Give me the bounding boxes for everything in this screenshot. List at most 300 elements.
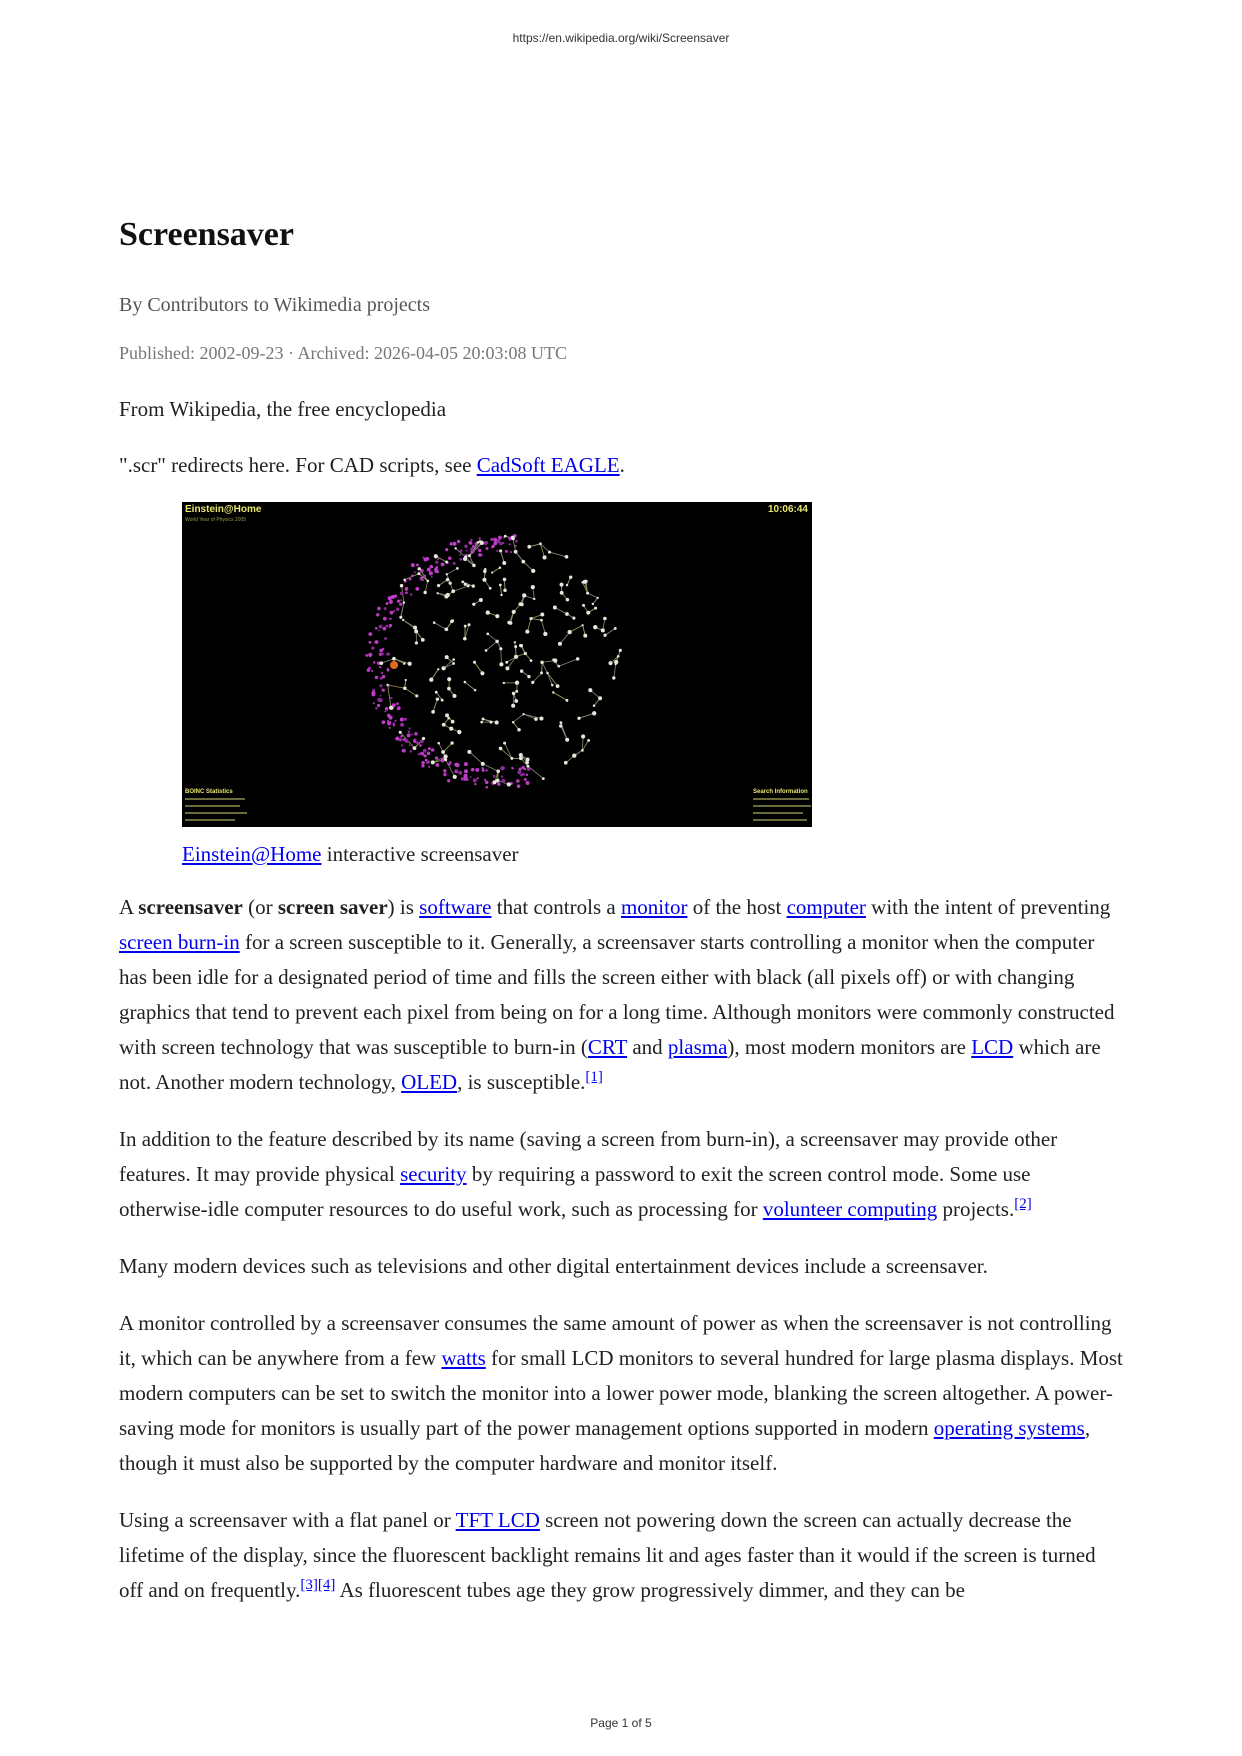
star-dot	[581, 581, 583, 583]
star-dot	[503, 682, 505, 684]
star-dot	[509, 621, 513, 625]
star-dot	[380, 661, 384, 665]
link-security[interactable]: security	[400, 1162, 467, 1186]
pulsar-dot	[453, 562, 456, 565]
pulsar-dot	[379, 684, 382, 687]
star-dot	[572, 616, 575, 619]
star-dot	[614, 627, 617, 630]
pulsar-dot	[400, 599, 402, 601]
star-dot	[511, 536, 515, 540]
pulsar-dot	[382, 720, 386, 724]
pulsar-dot	[429, 565, 432, 568]
star-dot	[441, 699, 444, 702]
reference-2[interactable]	[1014, 1196, 1032, 1212]
star-dot	[445, 655, 449, 659]
pulsar-dot	[496, 550, 498, 552]
star-dot	[526, 765, 529, 768]
pulsar-dot	[431, 748, 434, 751]
star-dot	[581, 734, 585, 738]
star-dot	[603, 617, 607, 621]
pulsar-dot	[416, 741, 419, 744]
pulsar-dot	[375, 627, 378, 630]
star-dot	[540, 661, 543, 664]
star-dot	[403, 662, 406, 665]
star-dot	[566, 699, 569, 702]
star-dot	[617, 655, 620, 658]
star-dot	[512, 721, 515, 724]
star-dot	[445, 627, 449, 631]
star-dot	[452, 694, 456, 698]
star-dot	[558, 642, 562, 646]
pulsar-dot	[365, 654, 368, 657]
star-dot	[437, 668, 439, 670]
pulsar-dot	[464, 777, 467, 780]
pulsar-dot	[373, 661, 375, 663]
star-dot	[386, 684, 388, 686]
pulsar-dot	[400, 723, 404, 727]
caption-text: interactive screensaver	[321, 842, 519, 866]
pulsar-dot	[379, 649, 383, 653]
pulsar-dot	[410, 593, 412, 595]
pulsar-dot	[411, 734, 413, 736]
pulsar-dot	[492, 538, 494, 540]
pulsar-dot	[428, 747, 431, 750]
star-dot	[441, 666, 445, 670]
link-einstein-home[interactable]: Einstein@Home	[182, 842, 322, 866]
pulsar-dot	[491, 546, 493, 548]
pulsar-dot	[409, 744, 411, 746]
star-dot	[403, 601, 405, 603]
star-dot	[472, 603, 475, 606]
star-dot	[542, 777, 545, 780]
star-dot	[597, 597, 599, 599]
figure-caption	[182, 837, 1123, 871]
reference-link-1[interactable]: [1]	[585, 1069, 603, 1085]
pulsar-dot	[499, 542, 502, 545]
pulsar-dot	[401, 744, 403, 746]
star-dot	[486, 633, 489, 636]
star-dot	[472, 564, 476, 568]
star-dot	[437, 592, 439, 594]
star-dot	[464, 556, 467, 559]
page-title: Screensaver	[119, 216, 294, 253]
star-dot	[514, 641, 516, 643]
pulsar-dot	[498, 536, 502, 540]
star-dot	[577, 717, 580, 720]
star-dot	[548, 551, 551, 554]
pulsar-dot	[459, 549, 462, 552]
star-dot	[483, 570, 486, 573]
pulsar-dot	[411, 574, 414, 577]
star-dot	[502, 561, 506, 565]
star-dot	[464, 583, 467, 586]
star-dot	[514, 699, 518, 703]
pulsar-dot	[511, 767, 513, 769]
pulsar-dot	[383, 617, 387, 621]
constellation-line	[501, 649, 502, 665]
pulsar-dot	[493, 775, 496, 778]
star-dot	[560, 583, 564, 587]
star-dot	[402, 619, 404, 621]
reference-link-4[interactable]: [4]	[317, 1577, 336, 1593]
pulsar-dot	[404, 749, 406, 751]
star-dot	[418, 567, 421, 570]
reference-1[interactable]	[585, 1069, 603, 1085]
star-dot	[442, 723, 446, 727]
paragraph-devices: Many modern devices such as televisions and other digital entertainment devices include a screensaver.	[119, 1254, 988, 1278]
pulsar-dot	[445, 548, 448, 551]
star-dot	[495, 720, 499, 724]
pulsar-dot	[390, 697, 392, 699]
pulsar-dot	[501, 775, 503, 777]
pulsar-dot	[464, 774, 468, 778]
pulsar-dot	[367, 669, 370, 672]
link-tft-lcd[interactable]: TFT LCD	[455, 1508, 540, 1532]
pulsar-dot	[389, 624, 392, 627]
overlay-search-info: Search Information	[753, 789, 808, 795]
star-dot	[540, 613, 544, 617]
term-screensaver: screensaver	[138, 895, 243, 919]
paragraph-flat-panel: Using a screensaver with a flat panel or TFT LCD screen not powering down the screen can actually decrease the lifetime of the display, since the fluorescent backlight remains lit and ages faster than it would if the screen is turned off and on frequently.[3][4] As fluorescent tubes age they grow progressively dimmer, and they can be	[119, 1508, 1096, 1602]
pulsar-dot	[470, 776, 472, 778]
pulsar-dot	[466, 549, 468, 551]
reference-4[interactable]	[318, 1577, 336, 1593]
pulsar-dot	[407, 733, 411, 737]
link-watts[interactable]: watts	[441, 1346, 486, 1370]
star-dot	[592, 603, 594, 605]
pulsar-dot	[517, 770, 521, 774]
pulsar-dot	[509, 543, 511, 545]
pulsar-dot	[427, 568, 431, 572]
pulsar-dot	[379, 625, 383, 629]
pulsar-dot	[421, 761, 424, 764]
star-dot	[542, 555, 546, 559]
pulsar-dot	[434, 568, 437, 571]
paragraph-power: A monitor controlled by a screensaver consumes the same amount of power as when the screensaver is not controlling it, which can be anywhere from a few watts for small LCD monitors to several hundred for large plasma displays. Most modern computers can be set to switch the monitor into a lower power mode, blanking the screen altogether. A power-saving mode for monitors is usually part of the power management options supported in modern operating systems, though it must also be supported by the computer hardware and monitor itself.	[119, 1311, 1123, 1475]
pulsar-dot	[448, 763, 451, 766]
star-dot	[619, 649, 622, 652]
star-dot	[560, 721, 563, 724]
pulsar-dot	[375, 707, 378, 710]
pulsar-dot	[524, 778, 527, 781]
star-dot	[566, 584, 568, 586]
star-dot	[533, 598, 535, 600]
star-dot	[504, 535, 507, 538]
overlay-subtitle: World Year of Physics 2005	[185, 517, 247, 523]
pulsar-dot	[484, 779, 486, 781]
star-dot	[524, 652, 527, 655]
star-dot	[531, 569, 535, 573]
pulsar-dot	[422, 557, 424, 559]
pulsar-dot	[469, 541, 473, 545]
pulsar-dot	[386, 625, 389, 628]
pulsar-dot	[470, 547, 474, 551]
star-dot	[598, 696, 602, 700]
pulsar-dot	[516, 779, 520, 783]
star-dot	[518, 602, 522, 606]
star-dot	[491, 571, 493, 573]
star-dot	[557, 665, 560, 668]
star-dot	[405, 679, 407, 681]
star-dot	[505, 666, 509, 670]
star-dot	[552, 691, 554, 693]
star-dot	[446, 578, 450, 582]
pulsar-dot	[387, 720, 389, 722]
star-dot	[530, 659, 533, 662]
pulsar-dot	[477, 777, 479, 779]
pulsar-dot	[426, 557, 430, 561]
pulsar-dot	[390, 721, 392, 723]
pulsar-dot	[385, 710, 387, 712]
pulsar-dot	[459, 554, 461, 556]
star-dot	[581, 749, 584, 752]
pulsar-dot	[448, 556, 451, 559]
star-dot	[515, 681, 519, 685]
star-dot	[564, 761, 568, 765]
pulsar-dot	[368, 632, 372, 636]
star-dot	[527, 545, 531, 549]
star-dot	[543, 632, 547, 636]
pulsar-dot	[515, 545, 517, 547]
star-dot	[447, 677, 451, 681]
star-dot	[467, 585, 470, 588]
star-dot	[472, 584, 475, 587]
pulsar-dot	[421, 752, 424, 755]
pulsar-dot	[447, 779, 450, 782]
star-dot	[403, 578, 406, 581]
overlay-boinc-stats: BOINC Statistics	[185, 789, 233, 795]
pulsar-dot	[409, 578, 412, 581]
star-dot	[539, 542, 542, 545]
star-dot	[423, 591, 426, 594]
star-dot	[422, 737, 425, 740]
pulsar-dot	[474, 783, 476, 785]
pulsar-dot	[515, 540, 518, 543]
reference-3[interactable]	[300, 1577, 318, 1593]
pulsar-dot	[389, 600, 392, 603]
star-dot	[493, 780, 497, 784]
reference-link-2[interactable]: [2]	[1014, 1196, 1032, 1212]
star-dot	[403, 686, 407, 690]
star-dot	[477, 541, 480, 544]
star-dot	[417, 572, 420, 575]
pulsar-dot	[519, 768, 522, 771]
star-dot	[449, 727, 453, 731]
star-dot	[468, 623, 471, 626]
star-dot	[553, 606, 557, 610]
star-dot	[450, 741, 453, 744]
pulsar-dot	[409, 750, 412, 753]
star-dot	[546, 672, 549, 675]
pulsar-dot	[517, 784, 521, 788]
link-operating-systems[interactable]: operating systems	[933, 1416, 1085, 1440]
link-crt[interactable]: CRT	[587, 1035, 628, 1059]
pulsar-dot	[421, 579, 424, 582]
star-dot	[485, 649, 488, 652]
star-dot	[593, 704, 596, 707]
print-header-url: https://en.wikipedia.org/wiki/Screensaver	[512, 31, 730, 45]
pulsar-dot	[470, 539, 472, 541]
pulsar-dot	[393, 725, 395, 727]
pulsar-dot	[450, 542, 452, 544]
from-wikipedia-note: From Wikipedia, the free encyclopedia	[119, 397, 447, 421]
star-dot	[463, 637, 467, 641]
pulsar-dot	[397, 600, 400, 603]
star-dot	[517, 728, 521, 732]
star-dot	[565, 738, 569, 742]
star-dot	[583, 634, 587, 638]
star-dot	[451, 619, 454, 622]
link-plasma[interactable]: plasma	[667, 1035, 728, 1059]
star-dot	[457, 730, 461, 734]
star-dot	[489, 587, 492, 590]
pulsar-dot	[479, 554, 482, 557]
pulsar-dot	[501, 779, 505, 783]
link-oled[interactable]: OLED	[401, 1070, 458, 1094]
link-volunteer-computing[interactable]: volunteer computing	[762, 1197, 938, 1221]
pulsar-dot	[431, 576, 433, 578]
star-dot	[503, 742, 506, 745]
pulsar-dot	[408, 731, 410, 733]
star-dot	[447, 687, 451, 691]
pulsar-dot	[435, 756, 438, 759]
pulsar-dot	[385, 707, 388, 710]
star-dot	[474, 689, 477, 692]
pulsar-dot	[423, 575, 426, 578]
star-dot	[511, 704, 515, 708]
pulsar-dot	[396, 702, 399, 705]
pulsar-dot	[413, 739, 416, 742]
star-dot	[461, 580, 464, 583]
pulsar-dot	[379, 695, 381, 697]
star-dot	[431, 760, 435, 764]
star-dot	[552, 658, 554, 660]
star-dot	[505, 661, 508, 664]
star-dot	[540, 619, 543, 622]
pulsar-dot	[443, 769, 446, 772]
pulsar-dot	[441, 562, 445, 566]
hatnote-text: ".scr" redirects here. For CAD scripts, see	[119, 453, 477, 477]
star-dot	[431, 710, 435, 714]
star-dot	[559, 724, 562, 727]
star-dot	[601, 628, 605, 632]
pulsar-dot	[414, 732, 417, 735]
star-dot	[452, 662, 455, 665]
pulsar-dot	[389, 617, 392, 620]
pulsar-dot	[411, 563, 415, 567]
pulsar-dot	[389, 727, 391, 729]
byline: By Contributors to Wikimedia projects	[119, 294, 431, 316]
link-lcd[interactable]: LCD	[971, 1035, 1014, 1059]
reference-link-3[interactable]: [3]	[300, 1577, 318, 1593]
pulsar-dot	[441, 759, 445, 763]
star-dot	[567, 630, 571, 634]
pulsar-dot	[400, 592, 403, 595]
star-dot	[587, 739, 590, 742]
pulsar-dot	[384, 607, 387, 610]
star-dot	[531, 585, 535, 589]
pulsar-dot	[377, 704, 380, 707]
pulsar-dot	[409, 727, 411, 729]
star-dot	[586, 611, 590, 615]
star-dot	[495, 614, 499, 618]
star-dot	[445, 561, 448, 564]
star-dot	[437, 584, 440, 587]
pulsar-dot	[368, 653, 372, 657]
star-dot	[582, 604, 585, 607]
overlay-clock: 10:06:44	[767, 504, 808, 515]
pulsar-dot	[464, 762, 468, 766]
link-software[interactable]: software	[419, 895, 492, 919]
star-dot	[588, 688, 592, 692]
pulsar-dot	[526, 774, 528, 776]
star-dot	[565, 612, 569, 616]
pulsar-dot	[423, 749, 427, 753]
pulsar-dot	[405, 587, 409, 591]
star-dot	[514, 550, 518, 554]
star-dot	[413, 746, 417, 750]
pulsar-dot	[473, 778, 477, 782]
pulsar-dot	[459, 558, 462, 561]
star-dot	[444, 754, 448, 758]
link-cadsoft-eagle[interactable]: CadSoft EAGLE	[476, 453, 620, 477]
link-monitor[interactable]: monitor	[620, 895, 688, 919]
pulsar-dot	[400, 718, 404, 722]
star-dot	[495, 640, 499, 644]
hatnote-text-end: .	[619, 453, 625, 477]
pulsar-dot	[478, 549, 481, 552]
star-dot	[586, 592, 589, 595]
star-dot	[435, 691, 438, 694]
star-dot	[414, 629, 418, 633]
star-dot	[456, 567, 459, 570]
pulsar-dot	[375, 640, 379, 644]
star-dot	[452, 658, 455, 661]
star-dot	[527, 675, 530, 678]
pulsar-dot	[457, 540, 460, 543]
star-dot	[525, 630, 529, 634]
pulsar-dot	[429, 571, 433, 575]
star-dot	[531, 681, 534, 684]
star-dot	[512, 692, 516, 696]
pulsar-dot	[522, 766, 525, 769]
star-dot	[593, 625, 597, 629]
star-dot	[400, 584, 404, 588]
star-dot	[468, 554, 471, 557]
pulsar-dot	[377, 698, 381, 702]
pulsar-dot	[510, 551, 512, 553]
star-dot	[473, 661, 476, 664]
star-dot	[581, 624, 583, 626]
star-dot	[499, 647, 502, 650]
paragraph-intro: A screensaver (or screen saver) is software that controls a monitor of the host computer with the intent of preventing screen burn-in for a screen susceptible to it. Generally, a screensaver starts controlling a monitor when the computer has been idle for a designated period of time and fills the screen either with black (all pixels off) or with changing graphics that tend to prevent each pixel from being on for a long time. Although monitors were commonly constructed with screen technology that was susceptible to burn-in (CRT and plasma), most modern monitors are LCD which are not. Another modern technology, OLED, is susceptible.[1]	[119, 895, 1115, 1094]
star-dot	[479, 540, 481, 542]
pulsar-dot	[505, 550, 508, 553]
term-screen-saver: screen saver	[277, 895, 388, 919]
pulsar-dot	[395, 737, 399, 741]
star-dot	[446, 573, 448, 575]
link-screen-burn-in[interactable]: screen burn-in	[119, 930, 240, 954]
link-computer[interactable]: computer	[786, 895, 866, 919]
pulsar-dot	[500, 766, 504, 770]
hatnote	[119, 448, 1123, 483]
pulsar-dot	[520, 774, 523, 777]
screensaver-figure	[182, 502, 1123, 871]
star-dot	[503, 578, 507, 582]
pulsar-dot	[371, 646, 374, 649]
star-dot	[489, 721, 492, 724]
star-dot	[413, 626, 417, 630]
